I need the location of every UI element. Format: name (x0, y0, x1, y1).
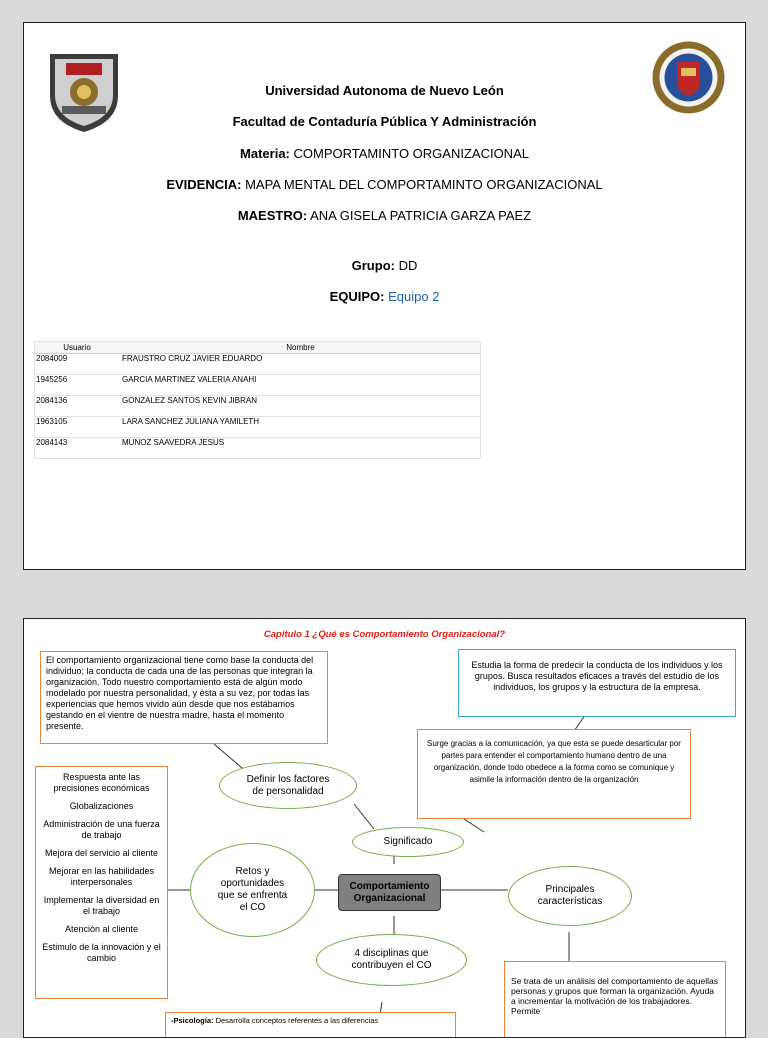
table-row (34, 375, 481, 396)
analysis-box: Se trata de un análisis del comportamiento de aquellas personas y grupos que forman la organización. Ayuda a incrementar la motivación de los trabajadores. Permite (504, 961, 726, 1038)
table-row (34, 396, 481, 417)
list-item: Estimulo de la innovación y el cambio (42, 942, 161, 963)
personality-basis-box: El comportamiento organizacional tiene como base la conducta del individuo; la conducta de cada una de las personas que integran la organización. Todo nuestro comportamiento está de algún modo modelado por nuestra personalidad, y ésta a su vez, por todas las experiencias que hemos vivido aún desde que nos estábamos gestando en el vientre de nuestra madre, hasta el momento presente. (40, 651, 328, 744)
significado-node: Significado (352, 827, 464, 857)
maestro-line (24, 208, 745, 223)
list-item: Implementar la diversidad en el trabajo (43, 895, 160, 916)
list-item: Mejora del servicio al cliente (44, 848, 159, 858)
team-members-table (34, 341, 481, 459)
usuario-cell: 1963105 (34, 417, 120, 438)
equipo-value: Equipo 2 (384, 289, 440, 304)
list-item: Respuesta ante las precisiones económicas (53, 772, 150, 793)
challenges-node: Retos y oportunidades que se enfrenta el CO (190, 843, 315, 937)
table-header-row (34, 341, 481, 354)
usuario-cell: 2084143 (34, 438, 120, 459)
faculty-name: Facultad de Contaduría Pública Y Administración (232, 114, 537, 129)
disciplines-node: 4 disciplinas que contribuyen el CO (316, 934, 467, 986)
equipo-line (24, 289, 745, 304)
nombre-cell: MUNOZ SAAVEDRA JESUS (120, 438, 481, 459)
mind-map-page (23, 618, 746, 1038)
personality-factors-node: Definir los factores de personalidad (219, 762, 357, 809)
nombre-cell: FRAUSTRO CRUZ JAVIER EDUARDO (120, 354, 481, 375)
table-row (34, 417, 481, 438)
connector-line (354, 804, 374, 829)
grupo-label: Grupo: (351, 258, 395, 273)
cover-page (23, 22, 746, 570)
nombre-cell: GONZALEZ SANTOS KEVIN JIBRAN (120, 396, 481, 417)
nombre-cell: LARA SANCHEZ JULIANA YAMILETH (120, 417, 481, 438)
connector-line (464, 819, 484, 832)
materia-value: COMPORTAMINTO ORGANIZACIONAL (289, 146, 529, 161)
list-item: Globalizaciones (69, 801, 134, 811)
university-seal-logo (651, 40, 726, 115)
evidencia-line (24, 177, 745, 192)
usuario-cell: 1945256 (34, 375, 120, 396)
column-header-nombre: Nombre (120, 341, 481, 354)
communication-box: Surge gracias a la comunicación, ya que esta se puede desarticular por partes para entender el comportamiento humano dentro de una organización, donde todo obedece a la forma como se comunique y asimile la información dentro de la organización (417, 729, 691, 819)
university-name: Universidad Autonoma de Nuevo León (265, 83, 504, 98)
usuario-cell: 2084009 (34, 354, 120, 375)
evidencia-label: EVIDENCIA: (166, 177, 242, 192)
nombre-cell: GARCIA MARTINEZ VALERIA ANAHI (120, 375, 481, 396)
map-title: Capitulo 1 ¿Qué es Comportamiento Organizacional? (263, 629, 506, 640)
materia-line (24, 146, 745, 161)
equipo-label: EQUIPO: (329, 289, 385, 304)
maestro-label: MAESTRO: (237, 208, 308, 223)
maestro-value: ANA GISELA PATRICIA GARZA PAEZ (307, 208, 532, 223)
list-item: Administración de una fuerza de trabajo (43, 819, 160, 840)
study-definition-box: Estudia la forma de predecir la conducta de los individuos y los grupos. Busca resultados eficaces a través del estudio de los individuos, los grupos y la estructura de la empresa. (458, 649, 736, 717)
table-row (34, 438, 481, 459)
column-header-usuario: Usuario (34, 341, 120, 354)
central-topic-node: Comportamiento Organizacional (338, 874, 441, 911)
grupo-line (24, 258, 745, 273)
list-item: Atención al cliente (64, 924, 139, 934)
usuario-cell: 2084136 (34, 396, 120, 417)
materia-label: Materia: (240, 146, 290, 161)
grupo-value: DD (394, 258, 418, 273)
list-item: Mejorar en las habilidades interpersonales (48, 866, 155, 887)
challenges-list-box (35, 766, 168, 999)
characteristics-node: Principales características (508, 866, 632, 926)
psychology-box (165, 1012, 456, 1038)
psychology-label: -Psicología: (171, 1016, 214, 1025)
table-row (34, 354, 481, 375)
evidencia-value: MAPA MENTAL DEL COMPORTAMINTO ORGANIZACIONAL (241, 177, 603, 192)
psychology-text: Desarrolla conceptos referentes a las diferencias (213, 1016, 379, 1025)
